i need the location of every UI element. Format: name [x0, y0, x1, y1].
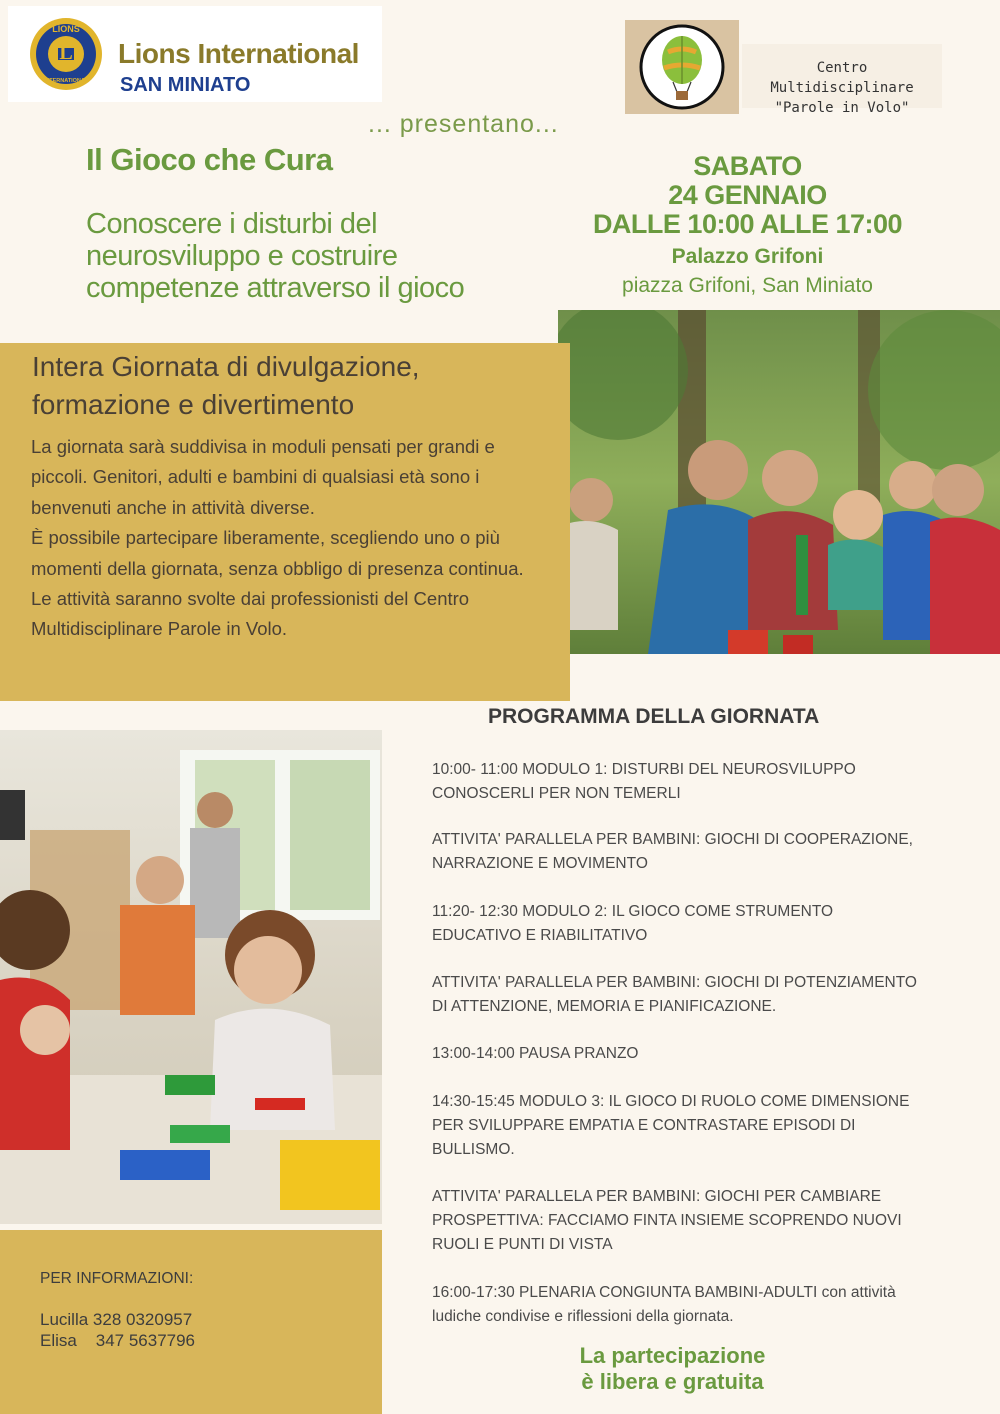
info-panel [0, 1230, 382, 1414]
description-title-line2: formazione e divertimento [32, 389, 355, 420]
description-paragraph: È possibile partecipare liberamente, scegliendo uno o più momenti della giornata, senza obbligo di presenza continua. [31, 527, 524, 579]
classroom-photo [0, 730, 382, 1224]
lions-logo [8, 6, 382, 102]
outdoor-play-photo [558, 310, 1000, 654]
info-contact: Lucilla 328 0320957 [40, 1310, 193, 1329]
lions-emblem-letter: L [59, 42, 73, 64]
description-body [31, 432, 541, 645]
free-entry-line2: è libera e gratuita [581, 1369, 764, 1394]
program-item: ATTIVITA' PARALLELA PER BAMBINI: GIOCHI PER CAMBIARE PROSPETTIVA: FACCIAMO FINTA INSIEME SCOPRENDO NUOVI RUOLI E PUNTI DI VISTA [432, 1188, 902, 1253]
description-paragraph: Le attività saranno svolte dai professionisti del Centro Multidisciplinare Parole in Volo. [31, 588, 470, 640]
lions-emblem-word: LIONS [52, 24, 80, 34]
program-item: 14:30-15:45 MODULO 3: IL GIOCO DI RUOLO COME DIMENSIONE PER SVILUPPARE EMPATIA E CONTRASTARE EPISODI DI BULLISMO. [432, 1093, 910, 1158]
event-title: Il Gioco che Cura [86, 142, 333, 177]
program-item: 16:00-17:30 PLENARIA CONGIUNTA BAMBINI-ADULTI con attività ludiche condivise e riflessioni della giornata. [432, 1284, 896, 1325]
parole-in-volo-name [742, 44, 942, 116]
program-item: 11:20- 12:30 MODULO 2: IL GIOCO COME STRUMENTO EDUCATIVO E RIABILITATIVO [432, 903, 834, 944]
event-date-block [560, 152, 935, 301]
program-item: 10:00- 11:00 MODULO 1: DISTURBI DEL NEUROSVILUPPO CONOSCERLI PER NON TEMERLI [432, 761, 856, 802]
lions-name: Lions International [118, 38, 359, 69]
event-subtitle: Conoscere i disturbi del neurosviluppo e costruire competenze attraverso il gioco [86, 208, 465, 304]
free-entry-note [530, 1343, 815, 1395]
program-item: ATTIVITA' PARALLELA PER BAMBINI: GIOCHI DI COOPERAZIONE, NARRAZIONE E MOVIMENTO [432, 831, 913, 872]
parole-in-volo-logo [625, 20, 739, 114]
lions-emblem-ring: INTERNATIONAL [43, 78, 89, 84]
event-date: 24 GENNAIO [668, 180, 827, 210]
parole-in-volo-line2: "Parole in Volo" [774, 100, 910, 116]
presentano-text: ... presentano... [368, 110, 559, 138]
event-venue: Palazzo Grifoni [671, 245, 824, 268]
description-paragraph: La giornata sarà suddivisa in moduli pensati per grandi e piccoli. Genitori, adulti e bambini di qualsiasi età sono i benvenuti anche in attività diverse. [31, 436, 495, 518]
event-time: DALLE 10:00 ALLE 17:00 [592, 209, 903, 239]
program-title: PROGRAMMA DELLA GIORNATA [488, 705, 820, 728]
event-day: SABATO [693, 151, 802, 181]
lions-emblem-icon [28, 16, 104, 92]
description-title [32, 348, 552, 424]
lions-subtitle: SAN MINIATO [120, 74, 251, 96]
info-contact: Elisa 347 5637796 [40, 1331, 196, 1350]
parole-in-volo-line1: Centro Multidisciplinare [770, 60, 914, 96]
description-title-line1: Intera Giornata di divulgazione, [32, 351, 420, 382]
info-heading: PER INFORMAZIONI: [40, 1270, 194, 1287]
hot-air-balloon-icon [639, 24, 725, 110]
event-address: piazza Grifoni, San Miniato [622, 274, 873, 297]
program-item: 13:00-14:00 PAUSA PRANZO [432, 1045, 639, 1062]
program-item: ATTIVITA' PARALLELA PER BAMBINI: GIOCHI DI POTENZIAMENTO DI ATTENZIONE, MEMORIA E PIANIFICAZIONE. [432, 974, 917, 1015]
free-entry-line1: La partecipazione [579, 1343, 766, 1368]
